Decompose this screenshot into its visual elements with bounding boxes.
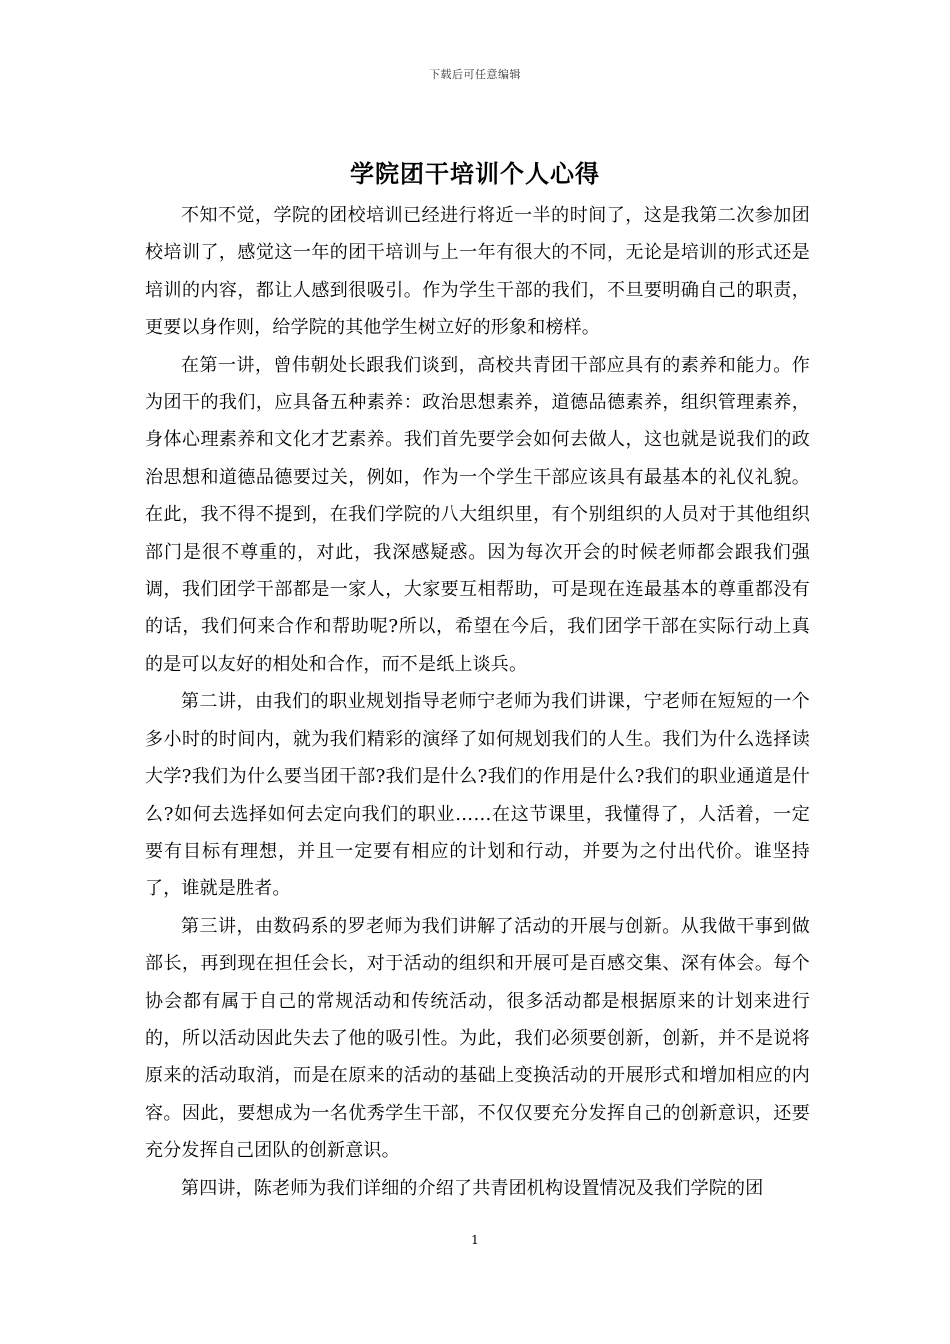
paragraph-3: 第二讲，由我们的职业规划指导老师宁老师为我们讲课，宁老师在短短的一个多小时的时间内，就为我们精彩的演绎了如何规划我们的人生。我们为什么选择读大学?我们为什么要当团干部?我们是什么?我们的作用是什么?我们的职业通道是什么?如何去选择如何去定向我们的职业……在这节课里，我懂得了，人活着，一定要有目标有理想，并且一定要有相应的计划和行动，并要为之付出代价。谁坚持了，谁就是胜者。 [145, 691, 810, 900]
header-note: 下载后可任意编辑 [429, 68, 521, 81]
paragraph-1: 不知不觉，学院的团校培训已经进行将近一半的时间了，这是我第二次参加团校培训了，感觉这一年的团干培训与上一年有很大的不同，无论是培训的形式还是培训的内容，都让人感到很吸引。作为学生干部的我们，不旦要明确自己的职责，更要以身作则，给学院的其他学生树立好的形象和榜样。 [145, 205, 810, 339]
paragraph-5: 第四讲，陈老师为我们详细的介绍了共青团机构设置情况及我们学院的团 [181, 1177, 764, 1199]
paragraph-2: 在第一讲，曾伟朝处长跟我们谈到，高校共青团干部应具有的素养和能力。作为团干的我们，应具备五种素养：政治思想素养，道德品德素养，组织管理素养，身体心理素养和文化才艺素养。我们首先要学会如何去做人，这也就是说我们的政治思想和道德品德要过关，例如，作为一个学生干部应该具有最基本的礼仪礼貌。在此，我不得不提到，在我们学院的八大组织里，有个别组织的人员对于其他组织部门是很不尊重的，对此，我深感疑惑。因为每次开会的时候老师都会跟我们强调，我们团学干部都是一家人，大家要互相帮助，可是现在连最基本的尊重都没有的话，我们何来合作和帮助呢?所以，希望在今后，我们团学干部在实际行动上真的是可以友好的相处和合作，而不是纸上谈兵。 [145, 354, 810, 675]
document-title: 学院团干培训个人心得 [350, 159, 600, 188]
document-body [145, 197, 810, 1207]
page-number: 1 [471, 1233, 479, 1247]
paragraph-4: 第三讲，由数码系的罗老师为我们讲解了活动的开展与创新。从我做干事到做部长，再到现在担任会长，对于活动的组织和开展可是百感交集、深有体会。每个协会都有属于自己的常规活动和传统活动，很多活动都是根据原来的计划来进行的，所以活动因此失去了他的吸引性。为此，我们必须要创新，创新，并不是说将原来的活动取消，而是在原来的活动的基础上变换活动的开展形式和增加相应的内容。因此，要想成为一名优秀学生干部，不仅仅要充分发挥自己的创新意识，还要充分发挥自己团队的创新意识。 [145, 915, 810, 1162]
